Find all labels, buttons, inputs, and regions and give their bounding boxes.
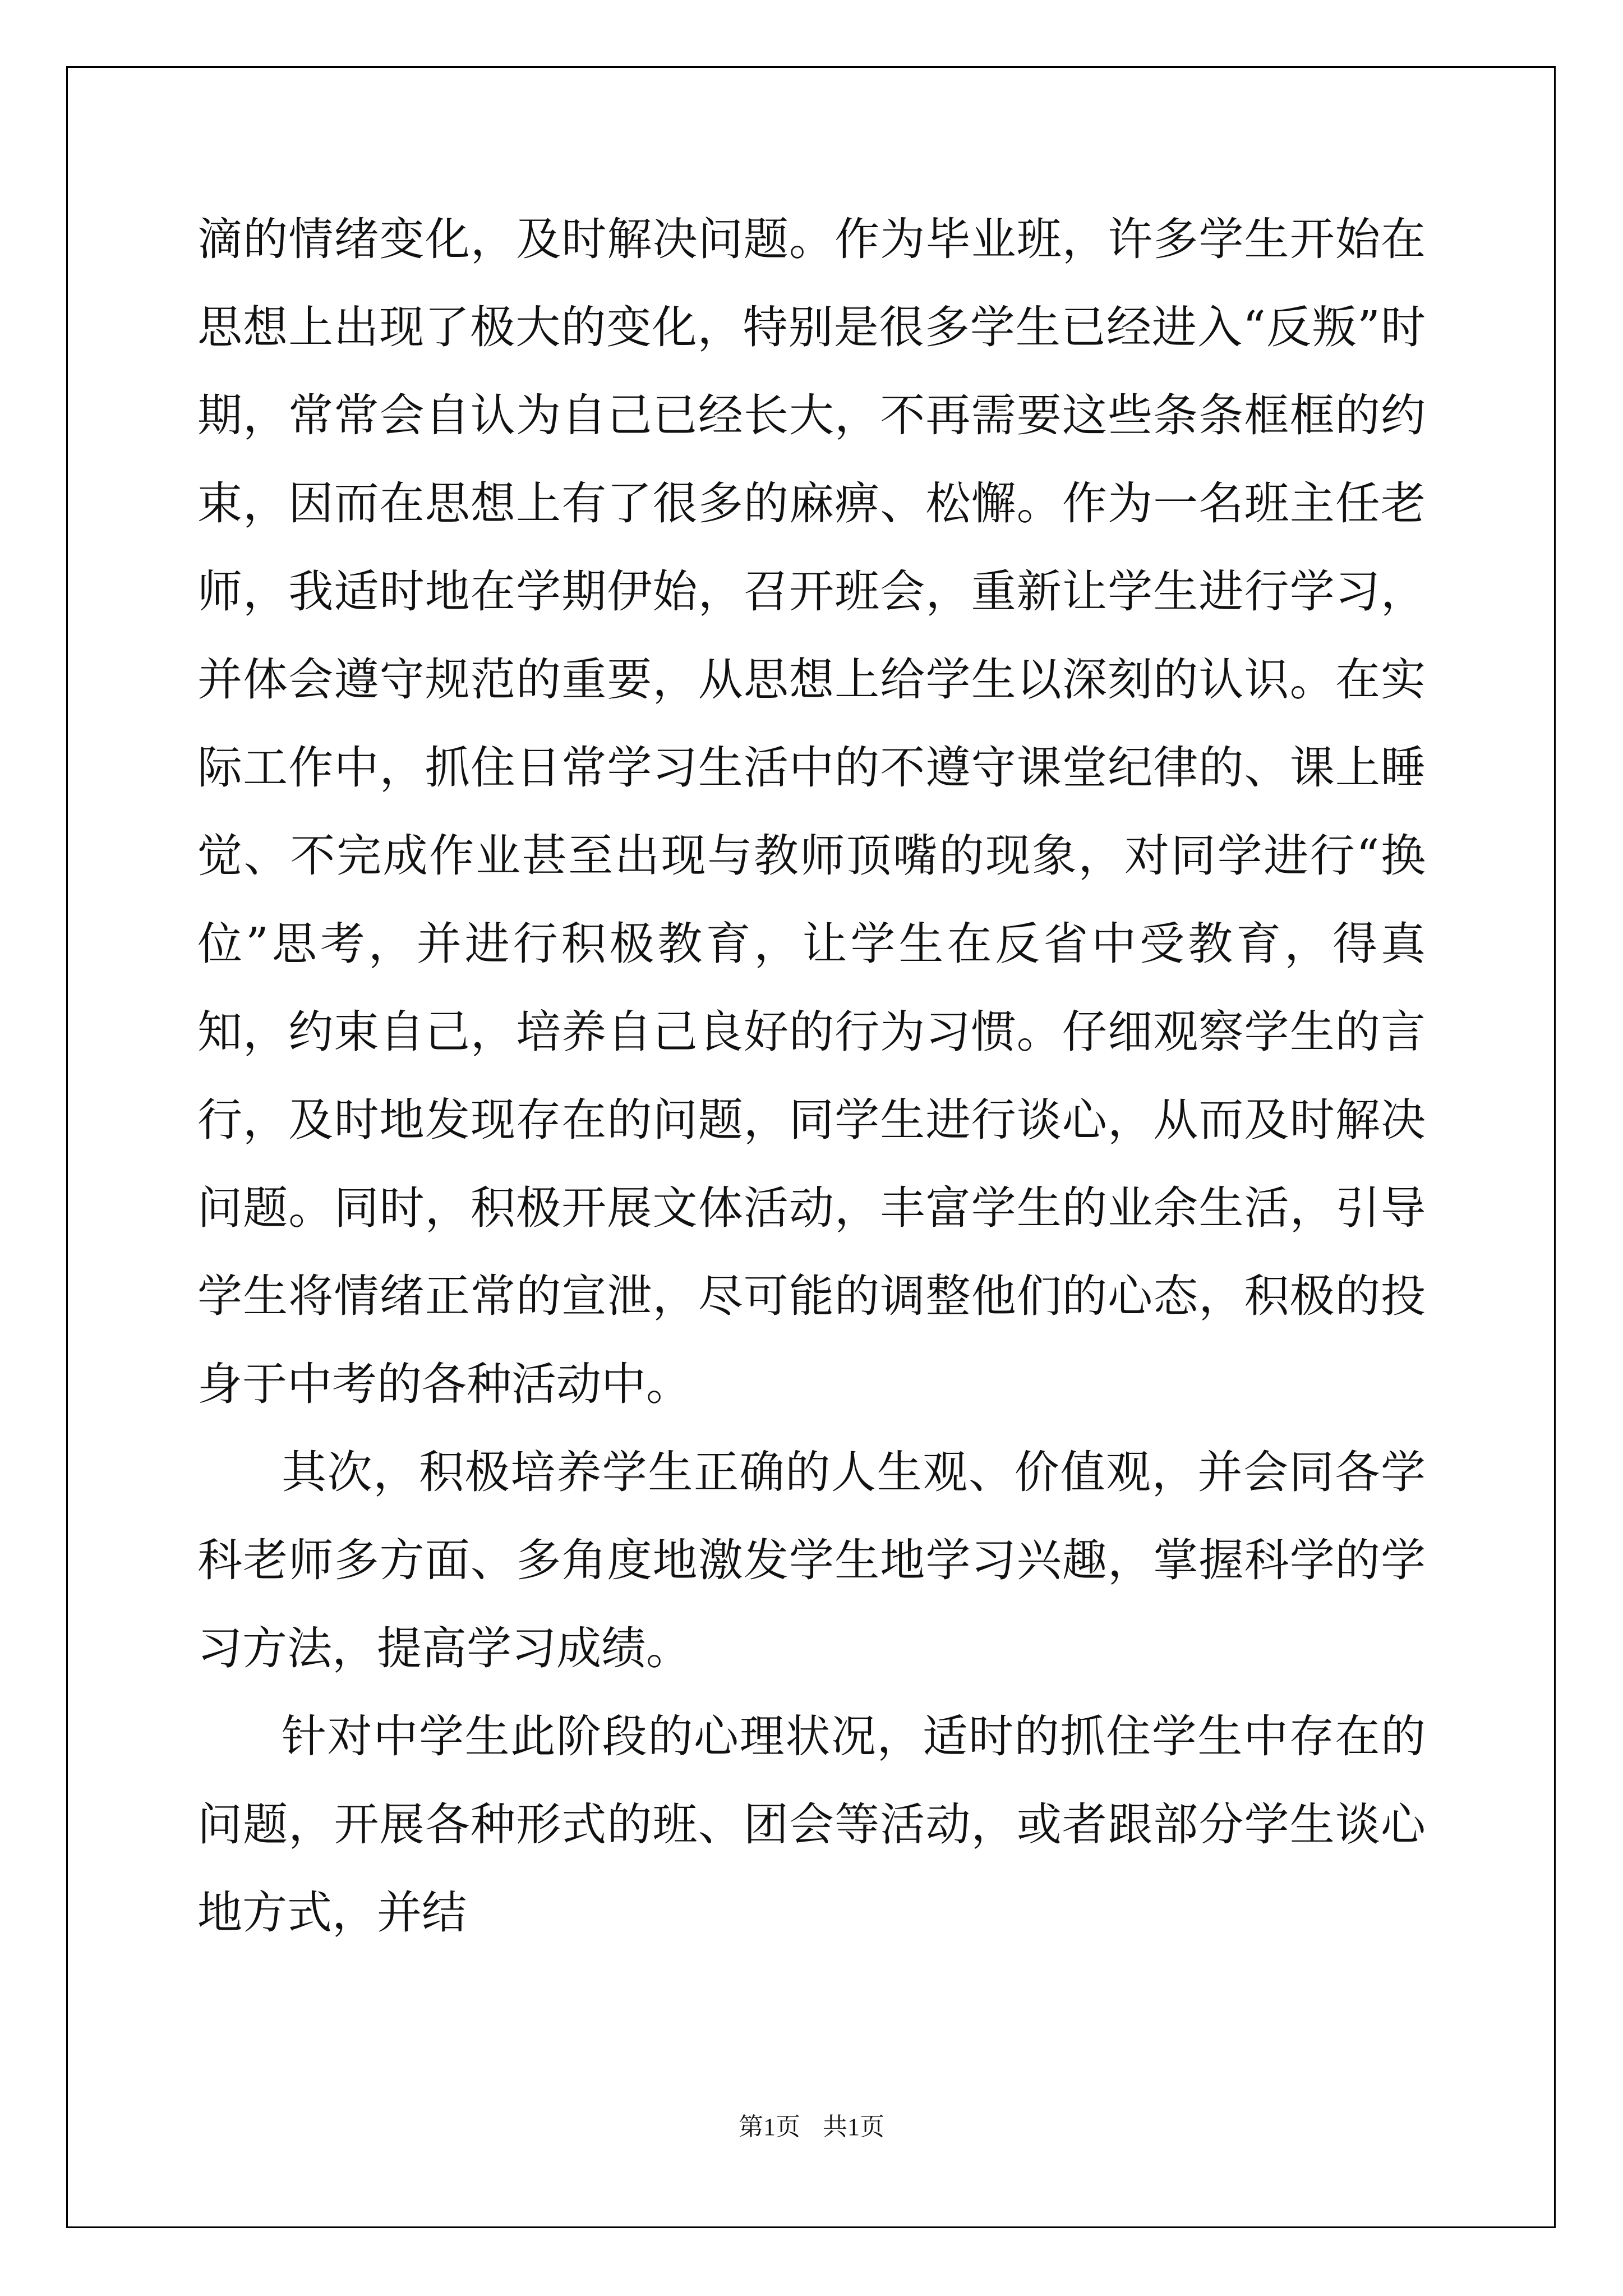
page-footer bbox=[0, 2106, 1623, 2142]
page-number-total: 共1页 bbox=[823, 2113, 884, 2141]
paragraph-3: 针对中学生此阶段的心理状况，适时的抓住学生中存在的问题，开展各种形式的班、团会等活动，或者跟部分学生谈心地方式，并结 bbox=[197, 1710, 1426, 1939]
document-body bbox=[197, 195, 1426, 1957]
paragraph-1: 滴的情绪变化，及时解决问题。作为毕业班，许多学生开始在思想上出现了极大的变化，特别是很多学生已经进入“反叛”时期，常常会自认为自己已经长大，不再需要这些条条框框的约束，因而在思想上有了很多的麻痹、松懈。作为一名班主任老师，我适时地在学期伊始，召开班会，重新让学生进行学习，并体会遵守规范的重要，从思想上给学生以深刻的认识。在实际工作中，抓住日常学习生活中的不遵守课堂纪律的、课上睡觉、不完成作业甚至出现与教师顶嘴的现象，对同学进行“换位”思考，并进行积极教育，让学生在反省中受教育，得真知，约束自己，培养自己良好的行为习惯。仔细观察学生的言行，及时地发现存在的问题，同学生进行谈心，从而及时解决问题。同时，积极开展文体活动，丰富学生的业余生活，引导学生将情绪正常的宣泄，尽可能的调整他们的心态，积极的投身于中考的各种活动中。 bbox=[197, 213, 1426, 1410]
paragraph-2: 其次，积极培养学生正确的人生观、价值观，并会同各学科老师多方面、多角度地激发学生地学习兴趣，掌握科学的学习方法，提高学习成绩。 bbox=[197, 1446, 1426, 1674]
page-number-current: 第1页 bbox=[739, 2113, 800, 2141]
